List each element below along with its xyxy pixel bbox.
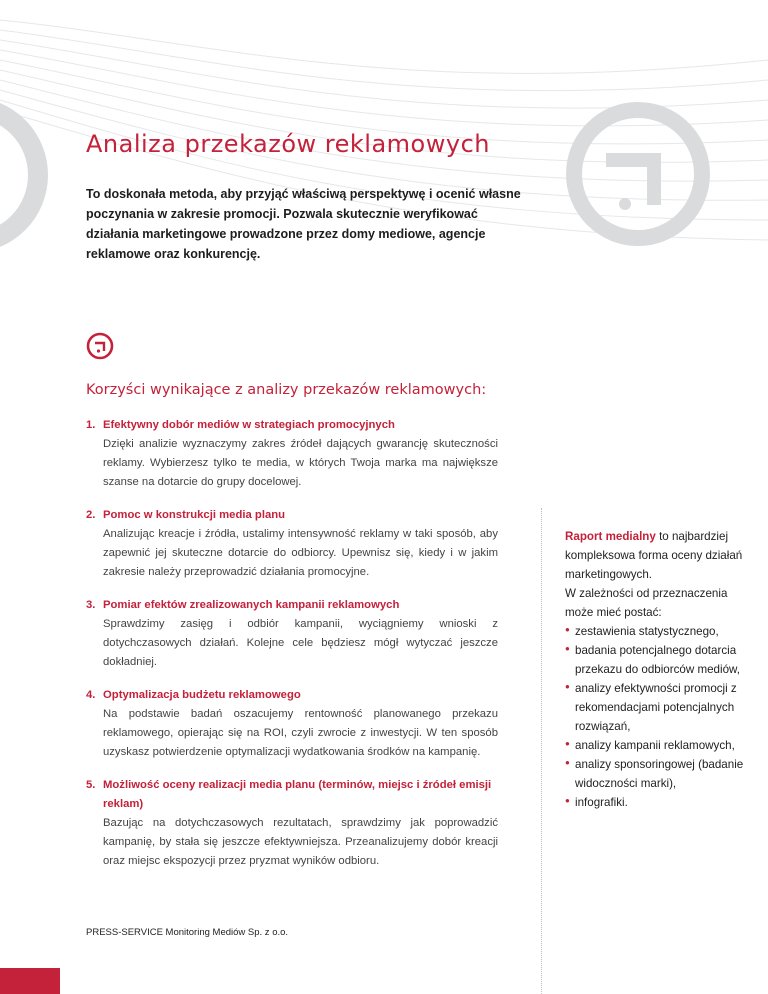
item-title: Optymalizacja budżetu reklamowego (103, 689, 301, 701)
item-title: Pomoc w konstrukcji media planu (103, 509, 286, 521)
corner-accent-block (0, 968, 60, 994)
sidebar-list (565, 622, 755, 812)
item-text: Na podstawie badań oszacujemy rentowność planowanego przekazu reklamowego, opierając się na ROI, czyli zwrocie z inwestycji. W ten sposób uzyskasz potwierdzenie optymalizacji wydatkowania środków na kampanię. (103, 708, 498, 758)
item-text: Sprawdzimy zasięg i odbiór kampanii, wyciągniemy wnioski z dotychczasowych działań. Kolejne cele będziesz mógł wytyczać jeszcze dokładniej. (103, 618, 498, 668)
bullet-dot-icon: ● (565, 625, 570, 634)
benefits-list (86, 416, 498, 885)
press-service-logo-icon (86, 332, 114, 360)
bullet-dot-icon: ● (565, 796, 570, 805)
list-item (86, 596, 498, 672)
press-service-logo-icon (574, 110, 702, 238)
sidebar-bullet-item: ● analizy efektywności promocji z rekomendacjami potencjalnych rozwiązań, (565, 679, 755, 736)
footer-company: PRESS-SERVICE Monitoring Mediów Sp. z o.o. (86, 927, 289, 938)
sidebar-intro-text: to najbardziej kompleksowa forma oceny działań marketingowych. (565, 530, 743, 581)
page-title: Analiza przekazów reklamowych (86, 130, 490, 158)
sidebar-intro2: W zależności od przeznaczenia może mieć postać: (565, 587, 728, 619)
list-item (86, 776, 498, 871)
lead-paragraph: To doskonała metoda, aby przyjąć właściwą perspektywę i ocenić własne poczynania w zakresie promocji. Pozwala skutecznie weryfikować działania marketingowe prowadzone przez domy mediowe, agencje reklamowe oraz konkurencję. (86, 187, 521, 261)
sidebar-intro (565, 527, 755, 584)
sidebar-box (565, 527, 755, 812)
bullet-dot-icon: ● (565, 682, 570, 691)
item-text: Dzięki analizie wyznaczymy zakres źródeł dających gwarancję skuteczności reklamy. Wybierzesz tylko te media, w których Twoja marka ma największe szanse na dotarcie do grupy docelowej. (103, 438, 498, 488)
item-number: 3. (86, 599, 96, 611)
sidebar-bullet-item: ● analizy sponsoringowej (badanie widoczności marki), (565, 755, 755, 793)
bullet-dot-icon: ● (565, 644, 570, 653)
item-number: 4. (86, 689, 96, 701)
item-title: Efektywny dobór mediów w strategiach promocyjnych (103, 419, 395, 431)
sidebar-bullet-item: ● badania potencjalnego dotarcia przekazu do odbiorców mediów, (565, 641, 755, 679)
sidebar-divider (541, 508, 542, 994)
sidebar-bullet-item: ● zestawienia statystycznego, (565, 622, 755, 641)
item-title: Możliwość oceny realizacji media planu (terminów, miejsc i źródeł emisji reklam) (103, 779, 492, 810)
sidebar-bullet-item: ● infografiki. (565, 793, 755, 812)
sidebar-highlight: Raport medialny (565, 530, 656, 543)
list-item (86, 686, 498, 762)
sidebar-bullet-item: ● analizy kampanii reklamowych, (565, 736, 755, 755)
item-text: Bazując na dotychczasowych rezultatach, sprawdzimy jak poprowadzić kampanię, by stała się jeszcze efektywniejsza. Przeanalizujemy dobór kreacji oraz miejsc ekspozycji przez pryzmat wyników odbioru. (103, 817, 498, 867)
section-title: Korzyści wynikające z analizy przekazów reklamowych: (86, 382, 487, 398)
list-item (86, 416, 498, 492)
bullet-dot-icon: ● (565, 739, 570, 748)
item-number: 2. (86, 509, 96, 521)
item-number: 1. (86, 419, 96, 431)
press-service-logo-icon (0, 107, 38, 243)
list-item (86, 506, 498, 582)
item-number: 5. (86, 779, 96, 791)
item-title: Pomiar efektów zrealizowanych kampanii reklamowych (103, 599, 400, 611)
item-text: Analizując kreacje i źródła, ustalimy intensywność reklamy w taki sposób, aby zapewnić jej skuteczne dotarcie do odbiorcy. Upewnisz się, kiedy i w jakim zakresie należy przeprowadzić działania promocyjne. (103, 528, 498, 578)
bullet-dot-icon: ● (565, 758, 570, 767)
